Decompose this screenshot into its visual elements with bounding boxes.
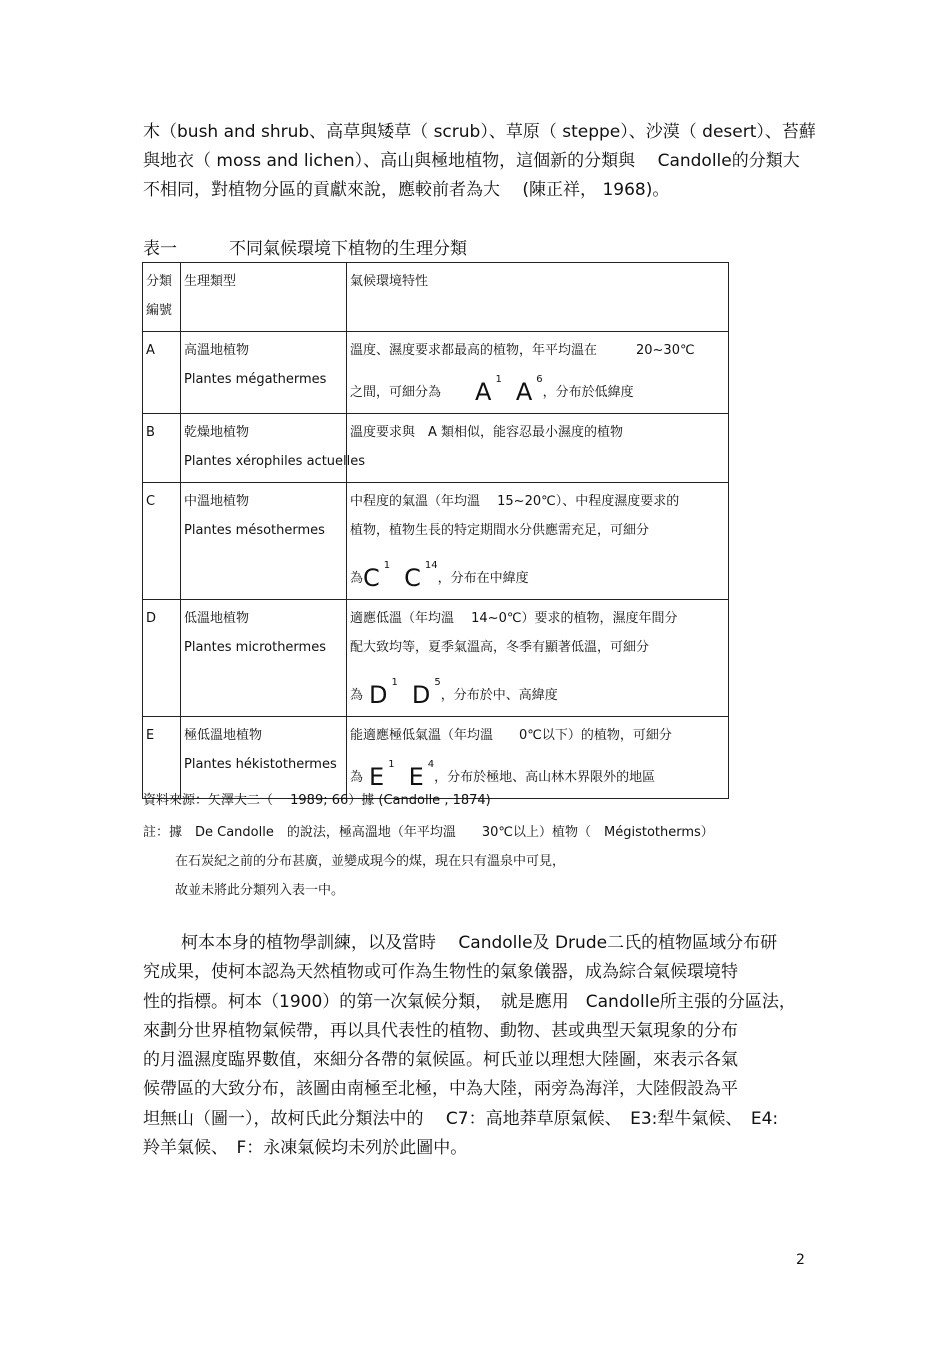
- row-type: [181, 600, 347, 717]
- subclass-line: [350, 551, 725, 593]
- feature-line: 溫度、濕度要求都最高的植物，年平均溫在 20~30℃: [350, 343, 695, 358]
- feature-line: 中程度的氣溫（年均溫 15~20℃）、中程度濕度要求的: [350, 494, 680, 509]
- type-fr: Plantes mégathermes: [184, 372, 327, 387]
- subclass-suffix: ，分布於極地、高山林木界限外的地區: [434, 770, 656, 785]
- feature-line: 植物，植物生長的特定期間水分供應需充足，可細分: [350, 523, 650, 538]
- row-type: [181, 483, 347, 600]
- table-note: [143, 818, 714, 905]
- subclass-first-letter: A: [475, 378, 492, 406]
- row-code: C: [143, 483, 181, 600]
- subclass-last-letter: A: [515, 378, 533, 406]
- body-line: 性的指標。柯本（1900）的第一次氣候分類， 就是應用 Candolle所主張的分區法，: [143, 991, 796, 1012]
- subclass-line: [350, 668, 725, 710]
- subclass-last-index: 14: [424, 560, 438, 571]
- header-code-line1: 分類: [146, 274, 173, 289]
- row-type: [181, 414, 366, 483]
- type-zh: 高溫地植物: [184, 343, 250, 358]
- table-caption-title: 不同氣候環境下植物的生理分類: [229, 239, 467, 259]
- feature-line: 適應低溫（年均溫 14~0℃）要求的植物，濕度年間分: [350, 611, 678, 626]
- subclass-last-index: 6: [536, 374, 543, 385]
- feature-line: 能適應極低氣溫（年均溫 0℃以下）的植物，可細分: [350, 728, 672, 743]
- header-code: [143, 263, 181, 332]
- subclass-first-letter: E: [369, 763, 385, 791]
- subclass-suffix: ，分布於低緯度: [542, 385, 634, 400]
- row-feature: [347, 414, 729, 483]
- subclass-prefix: 為: [350, 770, 364, 785]
- row-type: [181, 332, 347, 414]
- subclass-last-letter: D: [411, 681, 431, 709]
- subclass-prefix: 之間，可細分為: [350, 385, 442, 400]
- type-zh: 中溫地植物: [184, 494, 250, 509]
- table-row: [143, 414, 729, 483]
- subclass-line: [350, 365, 725, 407]
- table-source: 資料來源：矢澤大二（ 1989; 66）據 (Candolle , 1874): [143, 793, 491, 808]
- subclass-suffix: ，分布於中、高緯度: [440, 688, 558, 703]
- intro-line: 不相同，對植物分區的貢獻來說，應較前者為大 (陳正祥， 1968)。: [143, 180, 670, 200]
- table-caption-label: 表一: [143, 239, 177, 259]
- row-code: E: [143, 717, 181, 799]
- subclass-prefix: 為: [350, 571, 364, 586]
- table-caption: [143, 234, 467, 259]
- subclass-first-letter: D: [369, 681, 388, 709]
- type-fr: Plantes xérophiles actuelles: [184, 454, 366, 469]
- row-feature: [347, 717, 729, 799]
- table-row: [143, 483, 729, 600]
- body-line: 的月溫濕度臨界數值，來細分各帶的氣候區。柯氏並以理想大陸圖，來表示各氣: [143, 1050, 738, 1071]
- subclass-last-index: 4: [427, 759, 435, 770]
- page-number: 2: [796, 1252, 805, 1268]
- body-line: 坦無山（圖一），故柯氏此分類法中的 C7：高地莽草原氣候、 E3:犁牛氣候、 E4:: [143, 1108, 779, 1129]
- type-zh: 低溫地植物: [184, 611, 250, 626]
- row-code: A: [143, 332, 181, 414]
- row-code: D: [143, 600, 181, 717]
- intro-paragraph: [143, 118, 823, 205]
- body-line: 羚羊氣候、 F：永凍氣候均未列於此圖中。: [143, 1138, 468, 1159]
- row-feature: [347, 483, 729, 600]
- subclass-first-index: 1: [388, 759, 395, 770]
- note-line: 在石炭紀之前的分布甚廣，並變成現今的煤，現在只有溫泉中可見，: [175, 854, 566, 869]
- table-header-row: [143, 263, 729, 332]
- body-line: 候帶區的大致分布，該圖由南極至北極，中為大陸，兩旁為海洋，大陸假設為平: [143, 1079, 738, 1100]
- header-code-line2: 編號: [146, 303, 173, 318]
- row-feature: [347, 332, 729, 414]
- note-line: 註：據 De Candolle 的說法，極高溫地（年平均溫 30℃以上）植物（ Mégistotherms）: [143, 825, 714, 840]
- subclass-first-index: 1: [391, 677, 398, 688]
- body-paragraph: [143, 929, 823, 1163]
- subclass-first-index: 1: [383, 560, 391, 571]
- subclass-first-index: 1: [495, 374, 502, 385]
- subclass-last-letter: C: [404, 564, 421, 592]
- subclass-suffix: ，分布在中緯度: [437, 571, 529, 586]
- plant-classification-table: [142, 262, 729, 799]
- note-line: 故並未將此分類列入表一中。: [175, 883, 345, 898]
- type-zh: 極低溫地植物: [184, 728, 263, 743]
- subclass-prefix: 為: [350, 688, 364, 703]
- intro-line: 與地衣（ moss and lichen）、高山與極地植物，這個新的分類與 Candolle的分類大: [143, 151, 800, 171]
- type-fr: Plantes microthermes: [184, 640, 326, 655]
- intro-line: 木（bush and shrub、高草與矮草（ scrub）、草原（ steppe）、沙漠（ desert）、苔蘚: [143, 122, 816, 142]
- type-zh: 乾燥地植物: [184, 425, 250, 440]
- subclass-last-index: 5: [434, 677, 441, 688]
- header-type: 生理類型: [181, 263, 347, 332]
- row-type: [181, 717, 347, 799]
- row-feature: [347, 600, 729, 717]
- table-row: [143, 332, 729, 414]
- type-fr: Plantes hékistothermes: [184, 757, 337, 772]
- subclass-line: [350, 750, 725, 792]
- header-feature: 氣候環境特性: [347, 263, 729, 332]
- row-code: B: [143, 414, 181, 483]
- body-line: 究成果，使柯本認為天然植物或可作為生物性的氣象儀器，成為綜合氣候環境特: [143, 962, 738, 983]
- type-fr: Plantes mésothermes: [184, 523, 325, 538]
- feature-line: 配大致均等，夏季氣溫高，冬季有顯著低溫，可細分: [350, 640, 650, 655]
- subclass-last-letter: E: [408, 763, 424, 791]
- table-row: [143, 717, 729, 799]
- feature-line: 溫度要求與 A 類相似，能容忍最小濕度的植物: [350, 425, 624, 440]
- body-line: 柯本本身的植物學訓練，以及當時 Candolle及 Drude二氏的植物區域分布研: [181, 933, 778, 953]
- subclass-first-letter: C: [363, 564, 380, 592]
- table-row: [143, 600, 729, 717]
- body-line: 來劃分世界植物氣候帶，再以具代表性的植物、動物、甚或典型天氣現象的分布: [143, 1020, 738, 1041]
